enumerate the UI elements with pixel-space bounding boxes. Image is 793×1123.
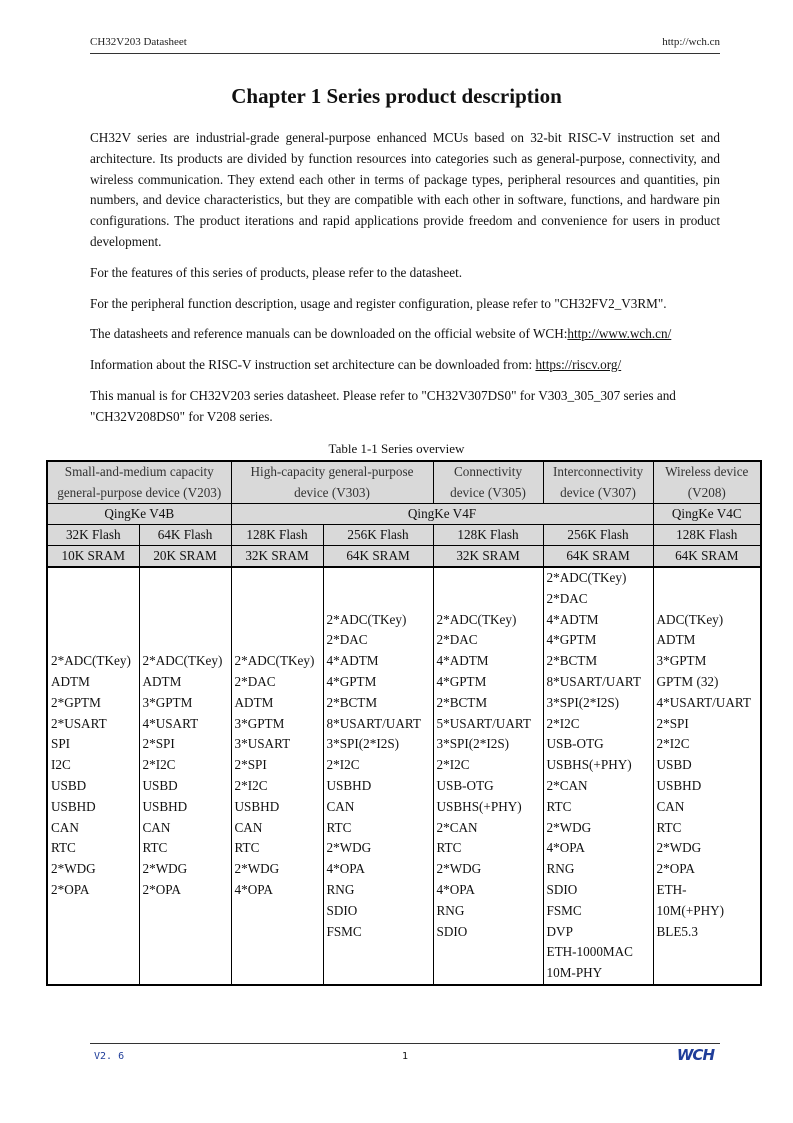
feature-item: 3*GPTM: [656, 653, 707, 669]
features-cell: [433, 567, 543, 985]
table-row-flash: [47, 525, 761, 546]
page-header: [90, 36, 720, 54]
feature-item: 2*WDG: [51, 861, 96, 877]
flash-cell: 256K Flash: [543, 525, 653, 546]
feature-item: 2*DAC: [234, 674, 276, 690]
feature-item: 2*I2C: [436, 757, 470, 773]
feature-item: 2*I2C: [326, 757, 360, 773]
chapter-title: Chapter 1 Series product description: [231, 84, 562, 108]
feature-item: 3*SPI(2*I2S): [546, 694, 620, 710]
feature-item: USBD: [51, 778, 87, 793]
feature-item: 2*BCTM: [436, 694, 488, 710]
feature-item: RTC: [51, 840, 76, 856]
page-number: 1: [401, 1051, 409, 1062]
feature-item: 4*ADTM: [436, 653, 489, 669]
sram-cell: 64K SRAM: [323, 546, 433, 568]
riscv-text: Information about the RISC-V instruction set architecture can be downloaded from:: [90, 357, 536, 373]
feature-item: RTC: [234, 840, 260, 856]
sram-cell: 32K SRAM: [433, 546, 543, 568]
paragraph-intro: CH32V series are industrial-grade general-purpose enhanced MCUs based on 32-bit RISC-V instruction set and architecture. Its products are divided by function resources into categories such as general-purpose, connectivity, and wireless communication. They extend each other in terms of package types, peripheral resources and quantities, pin numbers, and device characteristics, but they are compatible with each other in software, functions, and hardware pin configurations. The product iterations and rapid applications provide freedom and convenience for users in product development.: [90, 130, 720, 249]
feature-item: 3*GPTM: [234, 715, 285, 731]
feature-item: 2*SPI: [234, 757, 267, 773]
body-text: [90, 128, 720, 438]
group-header-v208: Wireless device (V208): [653, 461, 761, 504]
feature-item: 2*WDG: [546, 819, 592, 835]
feature-item: 4*GPTM: [546, 632, 597, 648]
feature-item: USBHS(+PHY): [436, 798, 522, 814]
feature-item: 4*OPA: [326, 861, 365, 877]
feature-item: 4*ADTM: [326, 653, 379, 669]
feature-item: BLE5.3: [656, 923, 698, 939]
feature-item: ADTM: [51, 674, 90, 690]
feature-item: 4*OPA: [234, 881, 273, 897]
feature-item: 2*USART: [51, 715, 107, 731]
feature-item: 2*ADC(TKey): [546, 570, 627, 586]
feature-item: 3*SPI(2*I2S): [326, 736, 400, 752]
features-cell: [139, 567, 231, 985]
feature-item: 4*OPA: [436, 881, 475, 897]
feature-item: CAN: [51, 819, 79, 835]
feature-item: 2*I2C: [656, 736, 690, 752]
core-v4c: QingKe V4C: [653, 504, 761, 525]
table-row-features: [47, 567, 761, 985]
feature-item: CAN: [656, 798, 685, 814]
feature-item: 2*CAN: [436, 819, 478, 835]
features-cell: [47, 567, 139, 985]
feature-item: USBHD: [142, 798, 188, 814]
feature-item: 2*ADC(TKey): [234, 653, 315, 669]
feature-item: 4*ADTM: [546, 611, 599, 627]
paragraph-scope: This manual is for CH32V203 series datasheet. Please refer to "CH32V307DS0" for V303_305_307 series and "CH32V208DS0" for V208 series.: [90, 387, 676, 424]
feature-item: RTC: [326, 819, 352, 835]
flash-cell: 64K Flash: [139, 525, 231, 546]
feature-item: 2*DAC: [326, 632, 368, 648]
feature-item: 3*USART: [234, 736, 291, 752]
series-overview-table: [46, 460, 762, 986]
feature-item: 3*GPTM: [142, 694, 193, 710]
feature-item: 2*I2C: [234, 778, 268, 793]
sram-cell: 32K SRAM: [231, 546, 323, 568]
paragraph-download: [90, 324, 720, 345]
feature-item: 2*OPA: [51, 881, 90, 897]
table-row-groups: [47, 461, 761, 504]
table-row-sram: [47, 546, 761, 568]
feature-item: 2*DAC: [546, 590, 588, 606]
feature-item: ADTM: [142, 674, 182, 690]
feature-item: CAN: [142, 819, 171, 835]
feature-item: GPTM (32): [656, 674, 719, 690]
table-row-cores: [47, 504, 761, 525]
feature-item: USBHD: [326, 778, 372, 793]
feature-item: 2*ADC(TKey): [51, 653, 131, 669]
header-doc-title: CH32V203 Datasheet: [90, 36, 187, 48]
paragraph-reference: For the peripheral function description, usage and register configuration, please refer to "CH32FV2_V3RM".: [90, 295, 667, 311]
group-header-v305: Connectivity device (V305): [433, 461, 543, 504]
table-caption: Table 1-1 Series overview: [328, 441, 465, 456]
feature-item: 2*I2C: [546, 715, 580, 731]
feature-item: DVP: [546, 923, 573, 939]
feature-item: USBD: [656, 757, 692, 773]
feature-item: USBD: [142, 778, 178, 793]
wch-logo: WCH: [676, 1046, 714, 1064]
feature-item: 10M-PHY: [546, 965, 603, 981]
feature-item: ADTM: [234, 694, 274, 710]
feature-item: 2*WDG: [234, 861, 280, 877]
feature-item: 2*SPI: [656, 715, 689, 731]
features-cell: [231, 567, 323, 985]
feature-item: 2*BCTM: [546, 653, 598, 669]
feature-item: RNG: [436, 902, 465, 918]
download-text: The datasheets and reference manuals can be downloaded on the official website of WCH:: [90, 326, 568, 342]
feature-item: ETH-1000MAC: [546, 944, 633, 960]
feature-item: 4*USART: [142, 715, 199, 731]
feature-item: 5*USART/UART: [436, 715, 531, 731]
feature-item: 2*WDG: [142, 861, 188, 877]
feature-item: 8*USART/UART: [546, 674, 641, 690]
feature-item: 4*GPTM: [436, 674, 487, 690]
feature-item: 3*SPI(2*I2S): [436, 736, 510, 752]
feature-item: 10M(+PHY): [656, 902, 725, 918]
feature-item: 4*OPA: [546, 840, 585, 856]
flash-cell: 256K Flash: [323, 525, 433, 546]
sram-cell: 64K SRAM: [543, 546, 653, 568]
feature-item: RTC: [142, 840, 168, 856]
feature-item: USBHD: [656, 778, 702, 793]
feature-item: 2*OPA: [142, 881, 181, 897]
version-label: V2. 6: [94, 1051, 125, 1062]
header-url[interactable]: http://wch.cn: [662, 36, 720, 48]
feature-item: CAN: [326, 798, 355, 814]
feature-item: SDIO: [436, 923, 468, 939]
feature-item: 2*WDG: [326, 840, 372, 856]
feature-item: 2*BCTM: [326, 694, 378, 710]
feature-item: I2C: [51, 757, 71, 773]
feature-item: RNG: [326, 881, 355, 897]
feature-item: 8*USART/UART: [326, 715, 421, 731]
feature-item: RTC: [436, 840, 462, 856]
paragraph-features: For the features of this series of products, please refer to the datasheet.: [90, 264, 463, 280]
feature-item: ADC(TKey): [656, 611, 724, 627]
riscv-link[interactable]: https://riscv.org/: [535, 357, 622, 373]
feature-item: FSMC: [326, 923, 362, 939]
feature-item: 2*OPA: [656, 861, 695, 877]
sram-cell: 64K SRAM: [653, 546, 761, 568]
feature-item: SDIO: [546, 881, 578, 897]
feature-item: SDIO: [326, 902, 358, 918]
feature-item: SPI: [51, 736, 71, 752]
wch-link[interactable]: http://www.wch.cn/: [567, 326, 672, 342]
feature-item: 2*CAN: [546, 778, 588, 793]
core-v4f: QingKe V4F: [231, 504, 653, 525]
feature-item: 2*WDG: [656, 840, 702, 856]
feature-item: CAN: [234, 819, 263, 835]
features-cell: [543, 567, 653, 985]
flash-cell: 128K Flash: [231, 525, 323, 546]
feature-item: RTC: [656, 819, 682, 835]
features-cell: [653, 567, 761, 985]
page-footer: [90, 1043, 720, 1066]
group-header-v203: Small-and-medium capacity general-purpose device (V203): [47, 461, 231, 504]
group-header-v303: High-capacity general-purpose device (V303): [231, 461, 433, 504]
feature-item: 2*I2C: [142, 757, 176, 773]
feature-item: 2*ADC(TKey): [326, 611, 407, 627]
feature-item: RTC: [546, 798, 572, 814]
feature-item: ADTM: [656, 632, 696, 648]
feature-item: 2*ADC(TKey): [142, 653, 223, 669]
feature-item: 4*GPTM: [326, 674, 377, 690]
feature-item: 2*SPI: [142, 736, 175, 752]
core-v4b: QingKe V4B: [47, 504, 231, 525]
flash-cell: 32K Flash: [47, 525, 139, 546]
sram-cell: 10K SRAM: [47, 546, 139, 568]
feature-item: USBHD: [51, 798, 96, 814]
flash-cell: 128K Flash: [433, 525, 543, 546]
feature-item: 4*USART/UART: [656, 694, 751, 710]
feature-item: USB-OTG: [546, 736, 604, 752]
flash-cell: 128K Flash: [653, 525, 761, 546]
feature-item: FSMC: [546, 902, 582, 918]
feature-item: USB-OTG: [436, 778, 494, 793]
feature-item: 2*ADC(TKey): [436, 611, 517, 627]
feature-item: ETH-: [656, 881, 687, 897]
group-header-v307: Interconnectivity device (V307): [543, 461, 653, 504]
feature-item: USBHS(+PHY): [546, 757, 632, 773]
feature-item: 2*WDG: [436, 861, 482, 877]
paragraph-riscv: [90, 355, 720, 376]
feature-item: 2*DAC: [436, 632, 478, 648]
feature-item: RNG: [546, 861, 575, 877]
feature-item: 2*GPTM: [51, 694, 101, 710]
feature-item: USBHD: [234, 798, 280, 814]
features-cell: [323, 567, 433, 985]
sram-cell: 20K SRAM: [139, 546, 231, 568]
